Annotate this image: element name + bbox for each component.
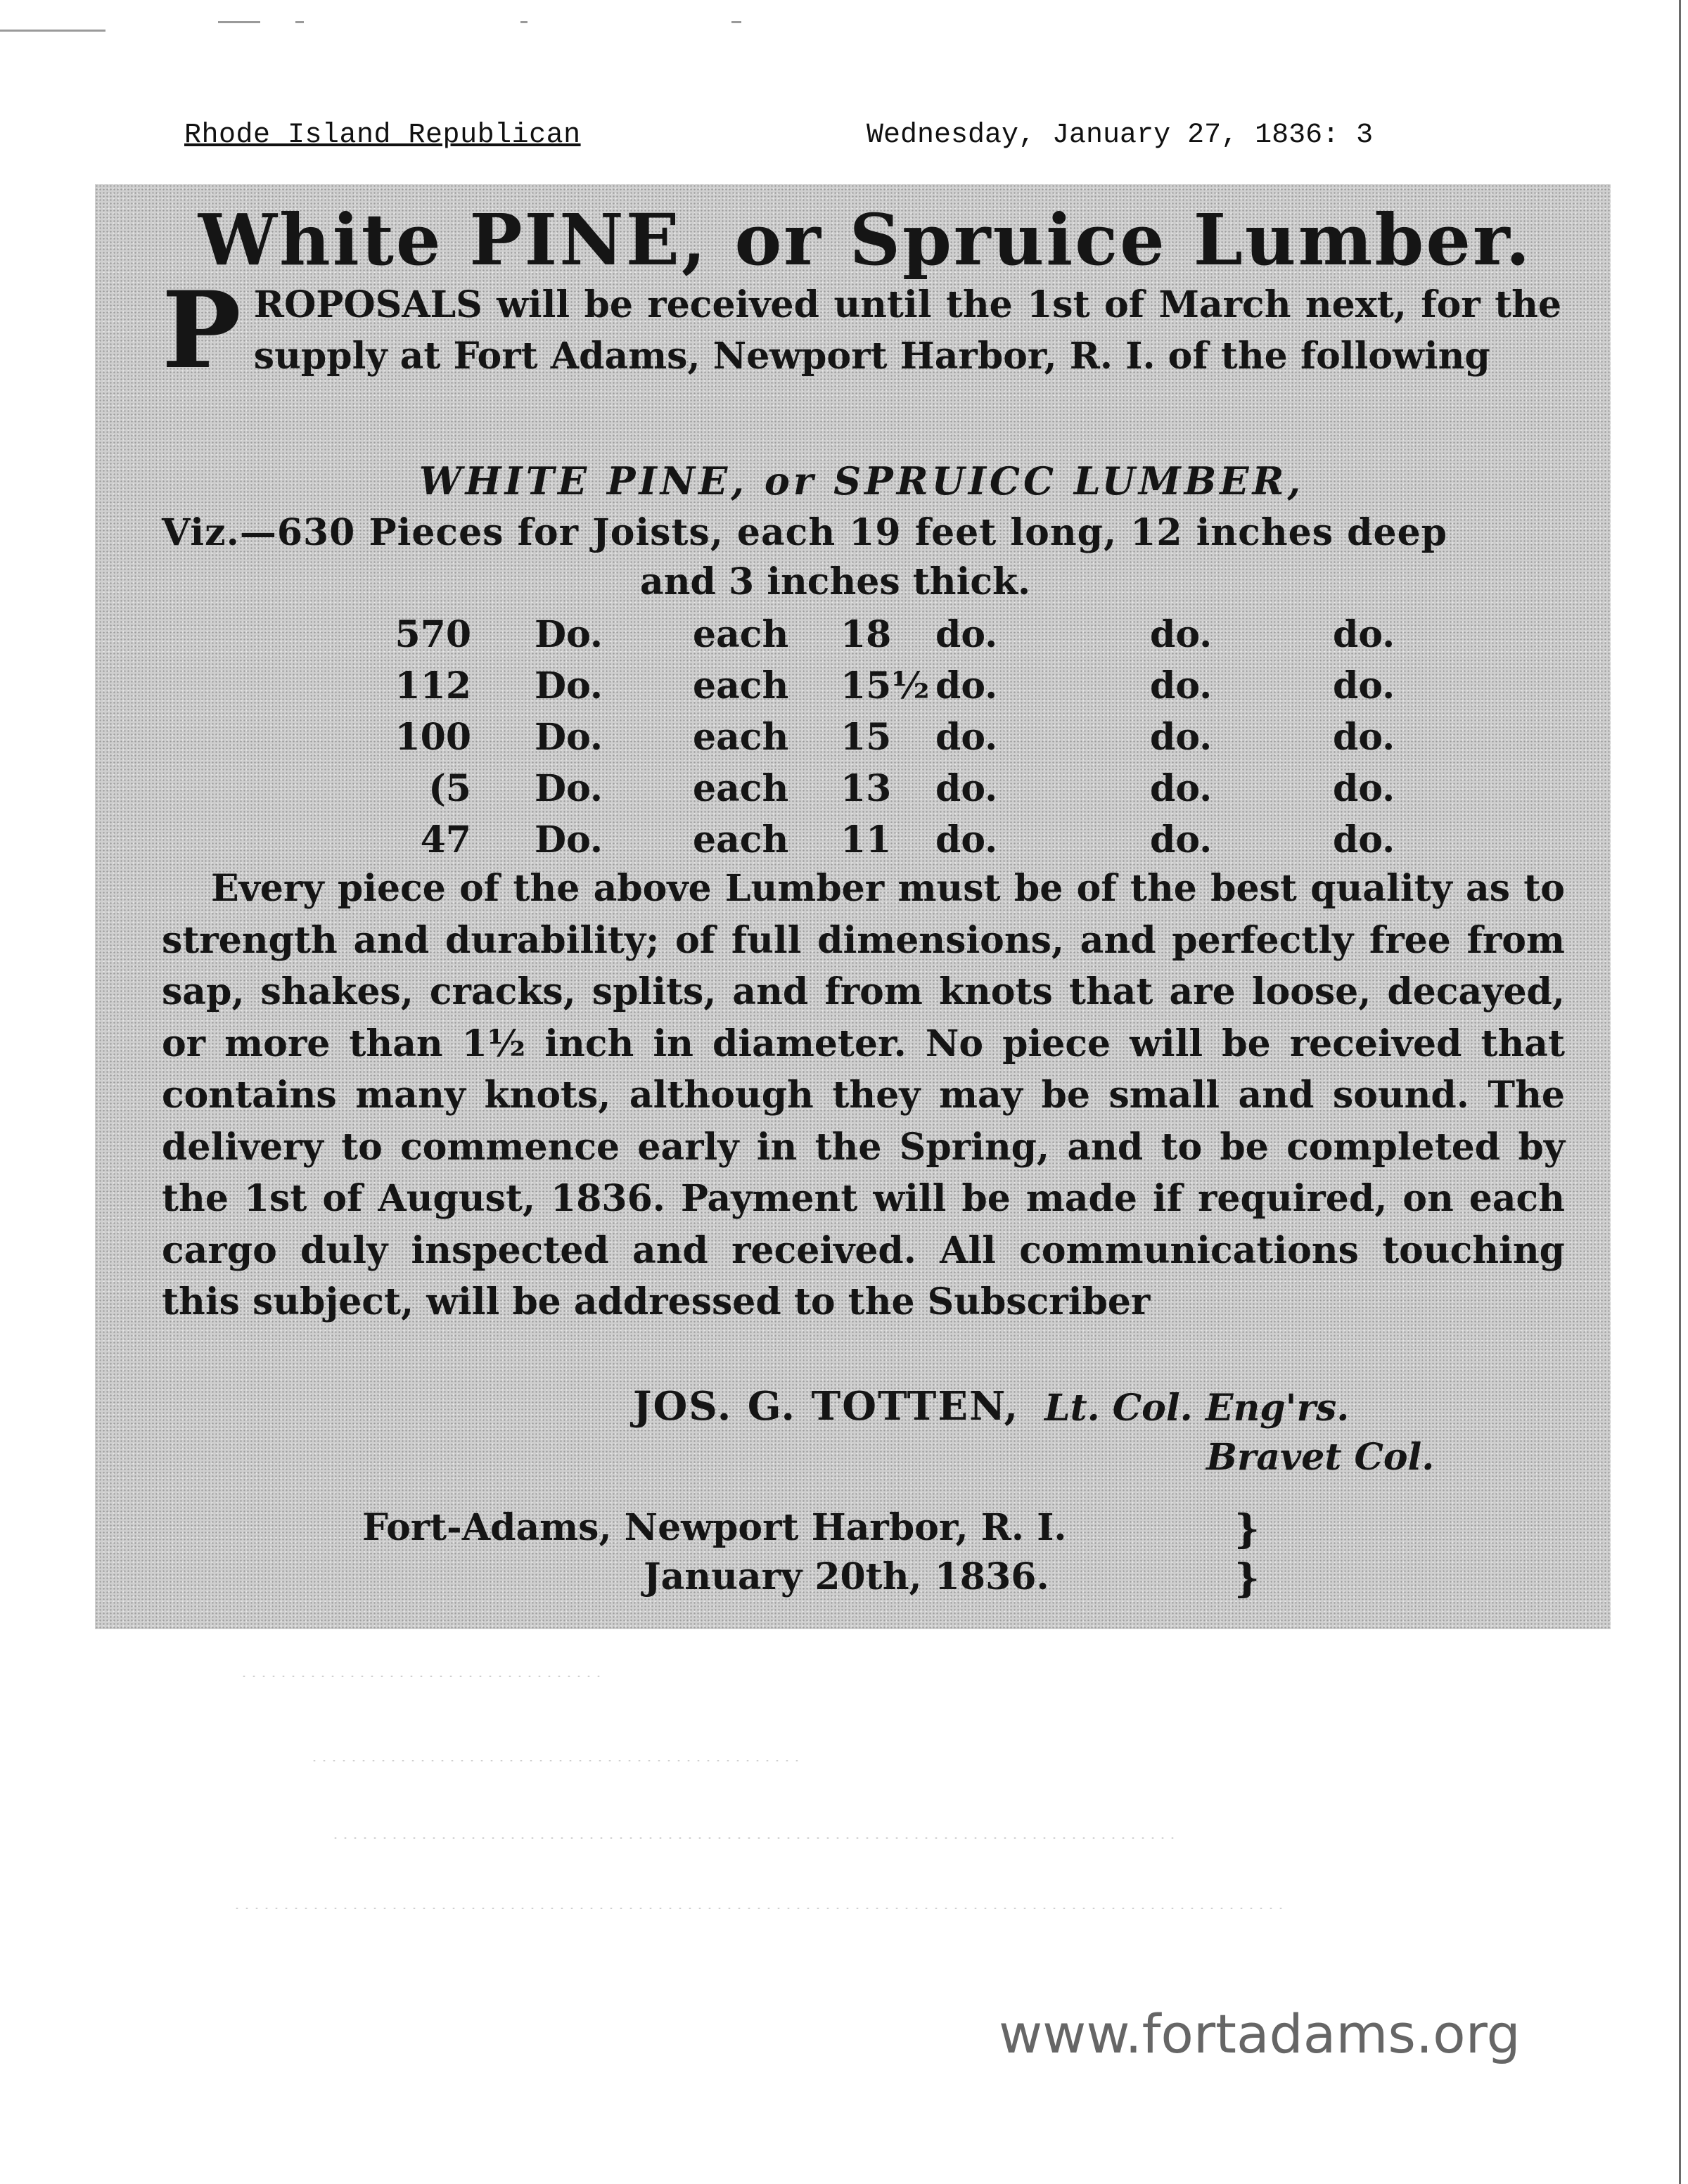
proposal-text: ROPOSALS will be received until the 1st of March next, for the supply at Fort Adams, Newport Harbor, R. I. of the following (253, 283, 1561, 378)
length-value: 13 (840, 767, 892, 810)
piece-count: (5 (428, 767, 471, 810)
ghost-bleed-through (309, 1758, 802, 1764)
ditto-thickness: do. (1333, 716, 1395, 759)
ghost-bleed-through (331, 1835, 1175, 1841)
ditto-depth: do. (1150, 716, 1213, 759)
viz-line-continued: and 3 inches thick. (640, 560, 1031, 603)
viz-line: Viz.—630 Pieces for Joists, each 19 feet long, 12 inches deep (162, 511, 1448, 554)
length-value: 15 (840, 716, 892, 759)
ditto-length: do. (935, 767, 998, 810)
publication-name: Rhode Island Republican (184, 120, 581, 151)
scanner-edge-marks (0, 21, 1688, 28)
table-row (162, 716, 1568, 767)
clipping-headline: White PINE, or Spruice Lumber. (198, 198, 1533, 281)
piece-count: 112 (395, 664, 471, 707)
ditto-length: do. (935, 613, 998, 656)
dateline-brace: } } (1234, 1506, 1260, 1602)
ditto-length: do. (935, 664, 998, 707)
length-value: 18 (840, 613, 892, 656)
signer-name: JOS. G. TOTTEN, (633, 1383, 1020, 1430)
signer-title: Lt. Col. Eng'rs. (1044, 1387, 1350, 1430)
lumber-subheading: WHITE PINE, or SPRUICC LUMBER, (418, 458, 1305, 503)
piece-count: 47 (420, 818, 471, 861)
proposal-paragraph (162, 269, 1561, 392)
ghost-bleed-through (239, 1674, 605, 1679)
table-row (162, 664, 1568, 716)
ditto-depth: do. (1150, 613, 1213, 656)
signer-rank: Bravet Col. (1206, 1436, 1435, 1479)
length-value: 15½ (840, 664, 930, 707)
publication-date: Wednesday, January 27, 1836: 3 (867, 120, 1374, 151)
ditto-depth: do. (1150, 664, 1213, 707)
ditto-thickness: do. (1333, 613, 1395, 656)
ditto: Do. (535, 818, 603, 861)
ditto-thickness: do. (1333, 818, 1395, 861)
ditto-depth: do. (1150, 818, 1213, 861)
lumber-table (162, 613, 1568, 870)
site-watermark: www.fortadams.org (999, 2003, 1521, 2065)
each-label: each (693, 664, 789, 707)
ditto-length: do. (935, 818, 998, 861)
piece-count: 570 (395, 613, 471, 656)
requirements-paragraph: Every piece of the above Lumber must be of the best quality as to strength and durability; of full dimensions, and perfectly free from sap, shakes, cracks, splits, and from knots that are loose, decayed, or more than 1½ inch in diameter. No piece will be received that contains many knots, although they may be small and sound. The delivery to commence early in the Spring, and to be completed by the 1st of August, 1836. Payment will be made if required, on each cargo duly inspected and received. All communications touching this subject, will be addressed to the Subscriber (162, 867, 1565, 1323)
each-label: each (693, 767, 789, 810)
ditto: Do. (535, 767, 603, 810)
ditto: Do. (535, 664, 603, 707)
ditto-length: do. (935, 716, 998, 759)
length-value: 11 (840, 818, 892, 861)
ghost-bleed-through (232, 1906, 1287, 1911)
newspaper-clipping (95, 184, 1611, 1629)
page-edge-line (1679, 0, 1681, 2184)
each-label: each (693, 716, 789, 759)
ditto: Do. (535, 613, 603, 656)
table-row (162, 613, 1568, 664)
drop-cap: P (162, 269, 241, 392)
piece-count: 100 (395, 716, 471, 759)
dateline-place: Fort-Adams, Newport Harbor, R. I. (362, 1506, 1067, 1549)
table-row (162, 767, 1568, 818)
ditto-thickness: do. (1333, 664, 1395, 707)
ditto-thickness: do. (1333, 767, 1395, 810)
each-label: each (693, 818, 789, 861)
dateline-date: January 20th, 1836. (644, 1555, 1049, 1598)
ditto: Do. (535, 716, 603, 759)
each-label: each (693, 613, 789, 656)
ditto-depth: do. (1150, 767, 1213, 810)
